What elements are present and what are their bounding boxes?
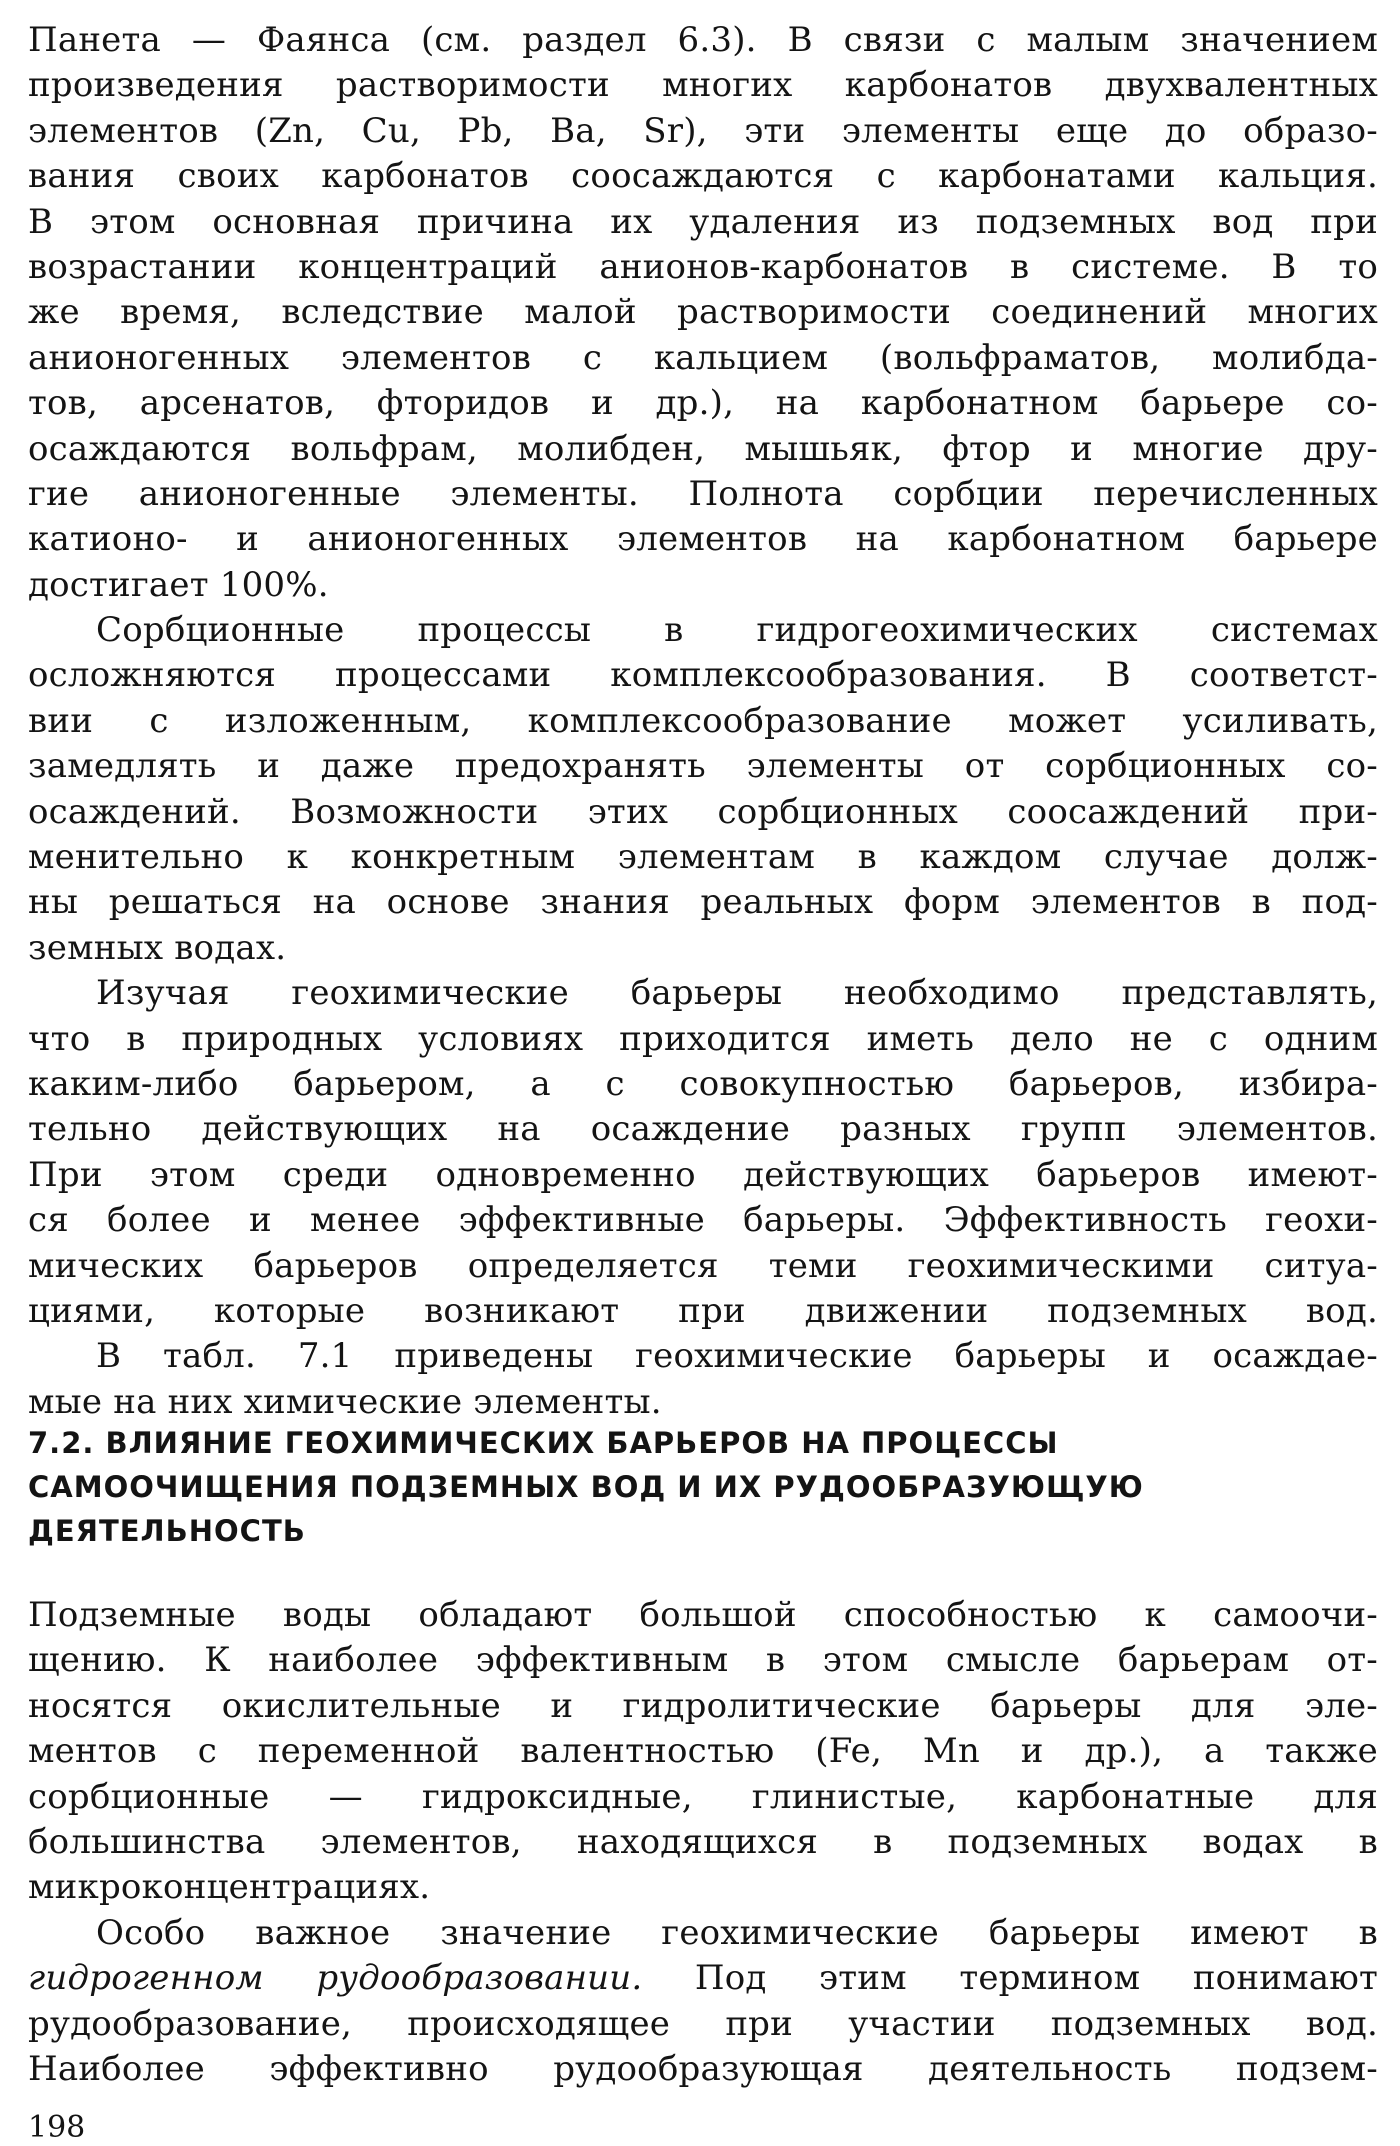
heading-line: ДЕЯТЕЛЬНОСТЬ — [28, 1514, 306, 1548]
paragraph-6 — [28, 1911, 1378, 2093]
text-line: тов, арсенатов, фторидов и др.), на карбонатном барьере со- — [28, 383, 1378, 424]
page-number: 198 — [28, 2110, 86, 2145]
heading-line: 7.2. ВЛИЯНИЕ ГЕОХИМИЧЕСКИХ БАРЬЕРОВ НА ПРОЦЕССЫ — [28, 1426, 1059, 1460]
text-line: ны решаться на основе знания реальных форм элементов в под- — [28, 882, 1378, 923]
text-line: земных водах. — [28, 927, 287, 968]
text-line: катионо- и анионогенных элементов на карбонатном барьере — [28, 519, 1378, 560]
text-line: Панета — Фаянса (см. раздел 6.3). В связи с малым значением — [28, 20, 1378, 60]
text-line: ся более и менее эффективные барьеры. Эффективность геохи- — [28, 1200, 1378, 1241]
text-block-top — [28, 18, 1378, 1425]
text-line: же время, вследствие малой растворимости соединений многих — [28, 292, 1378, 333]
text-line: что в природных условиях приходится иметь дело не с одним — [28, 1018, 1378, 1059]
paragraph-5 — [28, 1593, 1378, 1911]
text-line: сорбционные — гидроксидные, глинистые, карбонатные для — [28, 1776, 1378, 1817]
heading-line: САМООЧИЩЕНИЯ ПОДЗЕМНЫХ ВОД И ИХ РУДООБРАЗУЮЩУЮ — [28, 1470, 1144, 1504]
text-line: возрастании концентраций анионов-карбонатов в системе. В то — [28, 246, 1378, 287]
text-line: гие анионогенные элементы. Полнота сорбции перечисленных — [28, 473, 1378, 514]
text-line: анионогенных элементов с кальцием (вольфраматов, молибда- — [28, 337, 1378, 378]
text-line: Сорбционные процессы в гидрогеохимических системах — [96, 610, 1378, 651]
text-line: каким-либо барьером, а с совокупностью барьеров, избира- — [28, 1063, 1378, 1104]
italic-term: гидрогенном рудообразовании. — [28, 1958, 643, 1999]
text-line: щению. К наиболее эффективным в этом смысле барьерам от- — [28, 1640, 1378, 1681]
text-line: В этом основная причина их удаления из подземных вод при — [28, 201, 1378, 242]
paragraph-1 — [28, 18, 1378, 608]
text-line: ментов с переменной валентностью (Fe, Mn и др.), а также — [28, 1731, 1378, 1772]
text-line: В табл. 7.1 приведены геохимические барьеры и осаждае- — [96, 1336, 1378, 1377]
text-line: элементов (Zn, Cu, Pb, Ba, Sr), эти элементы еще до образо- — [28, 110, 1378, 151]
paragraph-4 — [28, 1334, 1378, 1425]
text-line: микроконцентрациях. — [28, 1867, 431, 1908]
text-line: произведения растворимости многих карбонатов двухвалентных — [28, 65, 1378, 106]
text-line: мических барьеров определяется теми геохимическими ситуа- — [28, 1245, 1378, 1286]
text-line: Изучая геохимические барьеры необходимо представлять, — [96, 973, 1378, 1014]
text-line: тельно действующих на осаждение разных групп элементов. — [28, 1109, 1378, 1150]
text-line: замедлять и даже предохранять элементы от сорбционных со- — [28, 746, 1378, 787]
text-line: осаждаются вольфрам, молибден, мышьяк, фтор и многие дру- — [28, 428, 1378, 469]
text-line: рудообразование, происходящее при участии подземных вод. — [28, 2003, 1378, 2044]
text-line-mixed — [28, 1956, 1378, 2001]
text-line: большинства элементов, находящихся в подземных водах в — [28, 1821, 1378, 1862]
section-heading — [28, 1421, 1378, 1553]
text-block-bottom — [28, 1593, 1378, 2092]
text-line: вии с изложенным, комплексообразование может усиливать, — [28, 700, 1378, 741]
paragraph-2 — [28, 608, 1378, 971]
text-line: вания своих карбонатов соосаждаются с карбонатами кальция. — [28, 156, 1378, 197]
text-line: При этом среди одновременно действующих барьеров имеют- — [28, 1154, 1378, 1195]
text-line: Наиболее эффективно рудообразующая деятельность подзем- — [28, 2048, 1378, 2089]
text-line: циями, которые возникают при движении подземных вод. — [28, 1290, 1378, 1331]
text-line: менительно к конкретным элементам в каждом случае долж- — [28, 837, 1378, 878]
text-line: Особо важное значение геохимические барьеры имеют в — [96, 1912, 1378, 1953]
text-line: достигает 100%. — [28, 564, 329, 605]
text-line: мые на них химические элементы. — [28, 1381, 662, 1422]
text-line: осаждений. Возможности этих сорбционных соосаждений при- — [28, 791, 1378, 832]
text-line: носятся окислительные и гидролитические барьеры для эле- — [28, 1685, 1378, 1726]
text-line: осложняются процессами комплексообразования. В соответст- — [28, 655, 1378, 696]
text-line: Подземные воды обладают большой способностью к самоочи- — [28, 1595, 1378, 1635]
text-run: Под этим термином понимают — [642, 1958, 1379, 1999]
paragraph-3 — [28, 971, 1378, 1334]
